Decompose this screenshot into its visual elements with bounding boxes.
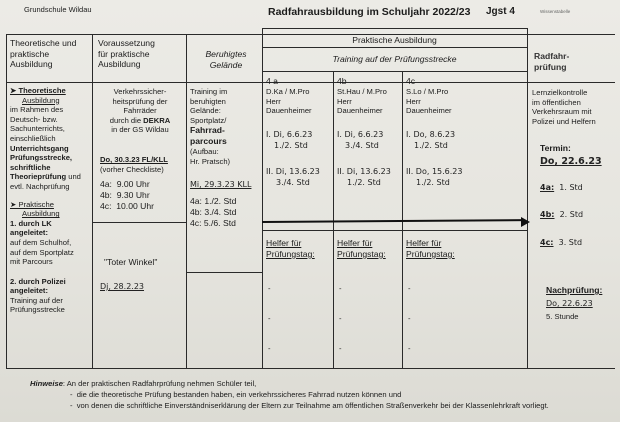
prereq-heading: Voraussetzung für praktische Ausbildung [98,38,155,69]
helpers-slots-4c: - - - [408,284,411,353]
timeline-arrow [262,219,524,223]
table-bottom-border [6,368,615,369]
helpers-label-4a: Helfer für Prüfungstag: [266,238,315,259]
retake-date: Do, 22.6.23 [546,299,593,308]
exam-slot-4c: 4c: 3. Std [540,238,583,247]
notes-section: Hinweise: An der praktischen Radfahrprüfung nehmen Schüler teil, - die die theoretische Prüfung bestanden haben, ein verkehrssicheres Fahrrad nutzen können und - von denen die schriftliche Einverständniserklärung der Eltern zur Teilnahme am öffentlichen Straßenverkehr bei der Klassenlehrkraft vorliegt. [30,379,549,410]
school-name: Grundschule Wildau [24,5,92,14]
retake-label: Nachprüfung: [546,285,603,295]
col-divider-3 [262,28,263,368]
toter-winkel-label: "Toter Winkel" [104,257,158,267]
calm-heading: Beruhigtes Gelände [205,49,247,70]
col-divider-2 [186,34,187,368]
exam-slot-4a: 4a: 1. Std [540,183,583,192]
prereq-divider [92,222,186,223]
practical-subheading: Training auf der Prüfungsstrecke [332,54,457,64]
theory-content: ➤ Theoretische Ausbildung im Rahmen des Deutsch- bzw. Sachunterrichts, einschließlich Unterrichtsgang Prüfungsstrecke, schriftliche Theorieprüfung und evtl. Nachprüfung ➤ Praktische Ausbildung 1. durch LK angeleitet: auf dem Schulhof, auf dem Sportplatz mit Parcours 2. durch Polizei angeleitet: Training auf der Prüfungsstrecke [10,86,81,315]
helpers-slots-4b: - - - [339,284,342,353]
class-4b-dates: I. Di, 6.6.23 3./4. Std II. Di, 13.6.23 1./2. Std [337,130,391,187]
grade-label: Jgst 4 [486,6,515,17]
calm-content: Training im beruhigten Gelände: Sportplatz/ Fahrrad- parcours (Aufbau: Hr. Pratsch) [190,87,231,166]
exam-description: Lernzielkontrolle im öffentlichen Verkehrsraum mit Polizei und Helfern [532,88,596,126]
calm-divider [186,272,262,273]
helpers-label-4b: Helfer für Prüfungstag: [337,238,386,259]
class-4c-info: 4c S.Lo / M.Pro Herr Dauenheimer [406,76,452,116]
exam-term-date: Do, 22.6.23 [540,156,602,167]
retake-hour: 5. Stunde [546,312,579,321]
class-4c-dates: I. Do, 8.6.23 1./2. Std II. Do, 15.6.23 1./2. Std [406,130,463,187]
table-left-border [6,34,7,368]
stamp-text: Wissenstabelle [540,9,571,14]
notes-label: Hinweise [30,379,63,388]
practical-subheading-divider [262,71,527,72]
practical-heading-divider [262,47,527,48]
prereq-content: Verkehrssicher- heitsprüfung der Fahrräder durch die DEKRA in der GS Wildau [109,87,171,135]
practical-box-top [262,28,527,29]
arrow-head-icon [521,217,530,227]
exam-term-label: Termin: [540,143,571,153]
col-divider-1 [92,34,93,368]
exam-slot-4b: 4b: 2. Std [540,210,584,219]
document-title: Radfahrausbildung im Schuljahr 2022/23 [268,6,471,18]
calm-date: Mi, 29.3.23 KLL [190,180,252,189]
calm-slots: 4a: 1./2. Std 4b: 3./4. Std 4c: 5./6. Std [190,196,237,228]
class-4a-info: 4 a D.Ka / M.Pro Herr Dauenheimer [266,76,312,116]
exam-heading: Radfahr- prüfung [534,51,570,72]
helpers-slots-4a: - - - [268,284,271,353]
class-4a-dates: I. Di, 6.6.23 1./2. Std II. Di, 13.6.23 3./4. Std [266,130,320,187]
toter-winkel-date: Dj, 28.2.23 [100,282,145,291]
col-divider-6 [527,28,528,368]
theory-heading: Theoretische und praktische Ausbildung [10,38,77,69]
helpers-divider [262,230,527,231]
prereq-dates: Do, 30.3.23 FL/KLL (vorher Checkliste) 4a: 9.00 Uhr 4b: 9.30 Uhr 4c: 10.00 Uhr [100,155,168,212]
class-4b-info: 4b St.Hau / M.Pro Herr Dauenheimer [337,76,387,116]
helpers-label-4c: Helfer für Prüfungstag: [406,238,455,259]
practical-heading: Praktische Ausbildung [352,35,437,45]
